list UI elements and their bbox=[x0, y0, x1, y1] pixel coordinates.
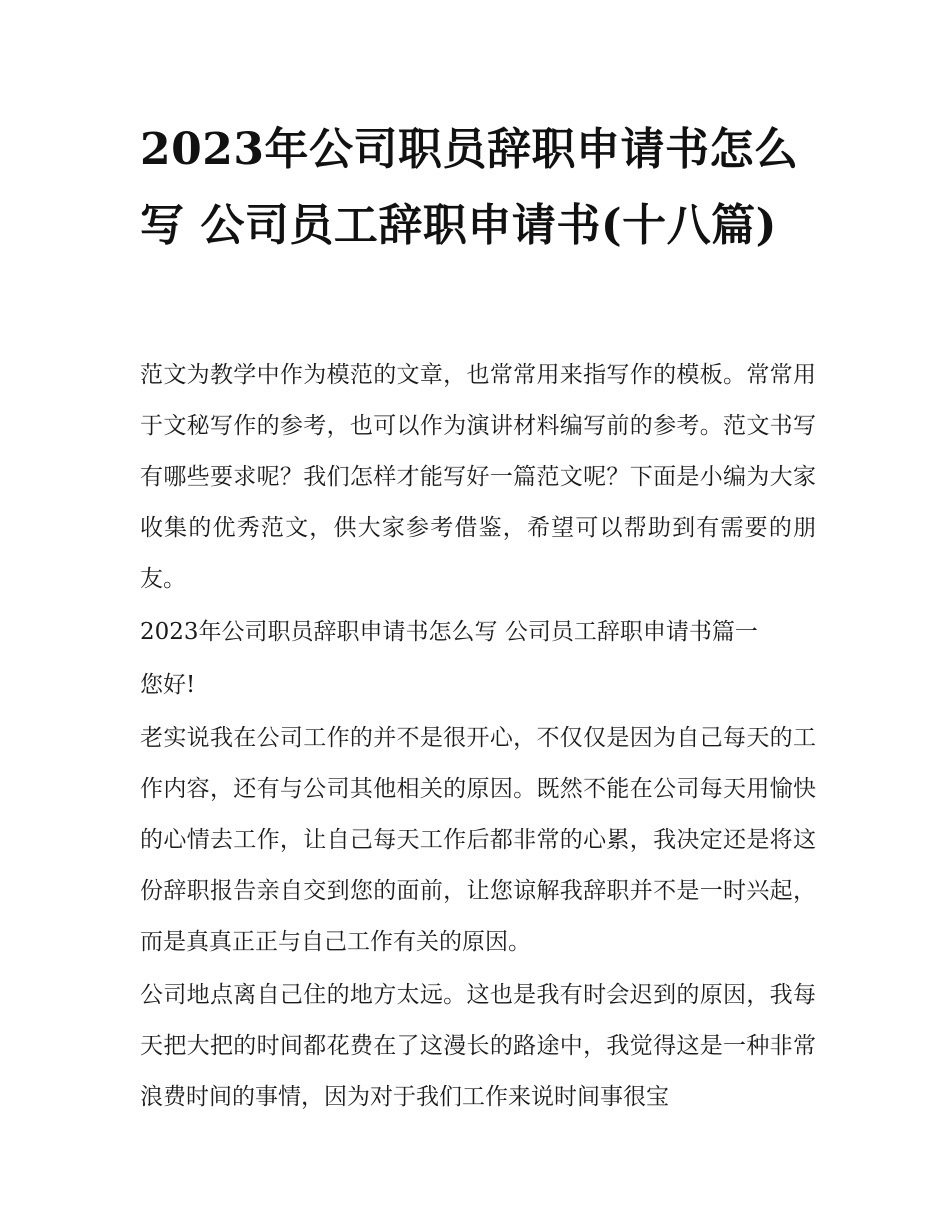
body-paragraph: 老实说我在公司工作的并不是很开心，不仅仅是因为自己每天的工作内容，还有与公司其他相关的原因。既然不能在公司每天用愉快的心情去工作，让自己每天工作后都非常的心累，我决定还是将这份辞职报告亲自交到您的面前，让您谅解我辞职并不是一时兴起，而是真真正正与自己工作有关的原因。 bbox=[140, 725, 816, 955]
section-heading: 2023年公司职员辞职申请书怎么写 公司员工辞职申请书篇一 bbox=[140, 619, 758, 645]
body-paragraph: 公司地点离自己住的地方太远。这也是我有时会迟到的原因，我每天把大把的时间都花费在了这漫长的路途中，我觉得这是一种非常浪费时间的事情，因为对于我们工作来说时间事很宝 bbox=[140, 982, 816, 1110]
intro-paragraph: 范文为教学中作为模范的文章，也常常用来指写作的模板。常常用于文秘写作的参考，也可以作为演讲材料编写前的参考。范文书写有哪些要求呢？我们怎样才能写好一篇范文呢？下面是小编为大家收集的优秀范文，供大家参考借鉴，希望可以帮助到有需要的朋友。 bbox=[140, 362, 816, 592]
document-title: 2023年公司职员辞职申请书怎么写 公司员工辞职申请书(十八篇) bbox=[140, 124, 799, 251]
document-body bbox=[140, 350, 816, 1125]
greeting-paragraph: 您好! bbox=[140, 672, 196, 698]
